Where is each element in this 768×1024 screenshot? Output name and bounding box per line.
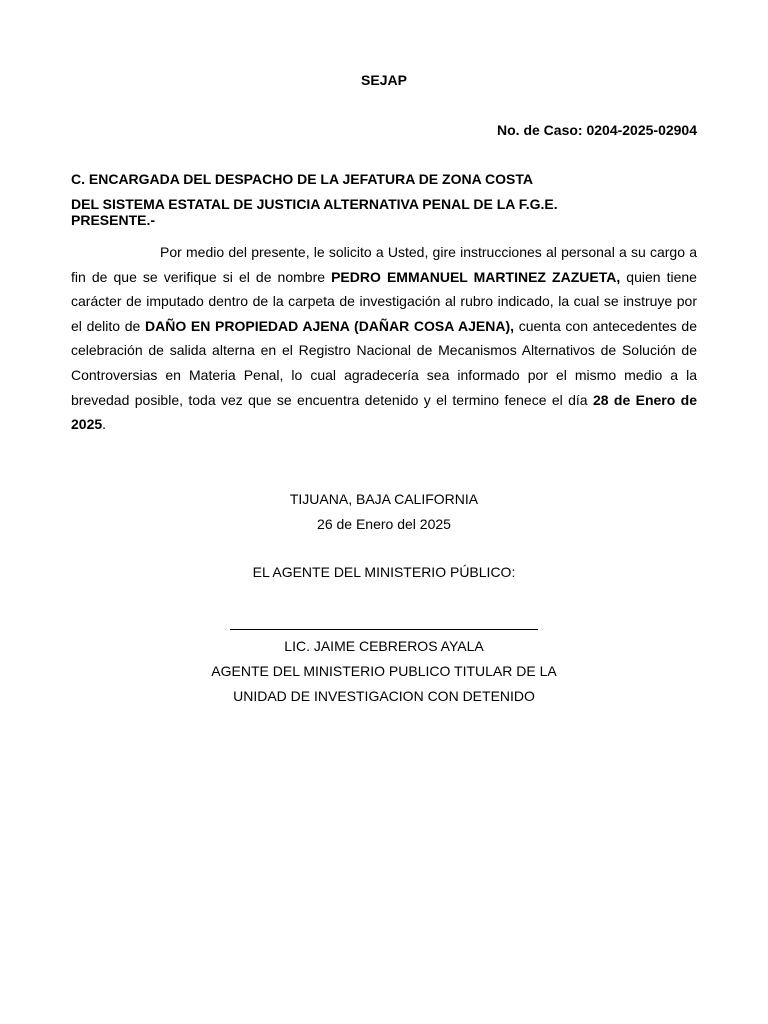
imputed-name: PEDRO EMMANUEL MARTINEZ ZAZUETA, (331, 268, 621, 285)
signer-name: LIC. JAIME CEBREROS AYALA (284, 638, 484, 654)
closing-date: 26 de Enero del 2025 (317, 516, 451, 532)
closing-place: TIJUANA, BAJA CALIFORNIA (289, 491, 479, 507)
case-number: No. de Caso: 0204-2025-02904 (497, 122, 697, 138)
crime-description: DAÑO EN PROPIEDAD AJENA (DAÑAR COSA AJENA), (144, 317, 515, 334)
document-title: SEJAP (361, 72, 407, 88)
addressee-line-3: PRESENTE.- (71, 212, 156, 228)
body-text-part-2: quien tiene carácter de imputado dentro de la carpeta de investigación al rubro indicado, la cual se instruye por el delito de (71, 268, 697, 334)
body-paragraph (71, 240, 697, 437)
addressee-line-1: C. ENCARGADA DEL DESPACHO DE LA JEFATURA DE ZONA COSTA (71, 171, 534, 187)
signer-title-line-1: AGENTE DEL MINISTERIO PUBLICO TITULAR DE LA (211, 663, 557, 679)
body-text-part-4: . (102, 416, 107, 433)
signature-line (230, 629, 538, 630)
body-text-part-1: Por medio del presente, le solicito a Usted, gire instrucciones al personal a su cargo a fin de que se verifique si el de nombre (71, 244, 697, 285)
signer-heading: EL AGENTE DEL MINISTERIO PÚBLICO: (252, 564, 516, 580)
body-text-part-3: cuenta con antecedentes de celebración de salida alterna en el Registro Nacional de Mecanismos Alternativos de Solución de Controversias en Materia Penal, lo cual agradecería sea informado por el mismo medio a la brevedad posible, toda vez que se encuentra detenido y el termino fenece el día (71, 317, 698, 408)
signer-title-line-2: UNIDAD DE INVESTIGACION CON DETENIDO (233, 688, 535, 704)
addressee-line-2: DEL SISTEMA ESTATAL DE JUSTICIA ALTERNATIVA PENAL DE LA F.G.E. (71, 196, 558, 212)
deadline-date: 28 de Enero de 2025 (71, 391, 698, 433)
